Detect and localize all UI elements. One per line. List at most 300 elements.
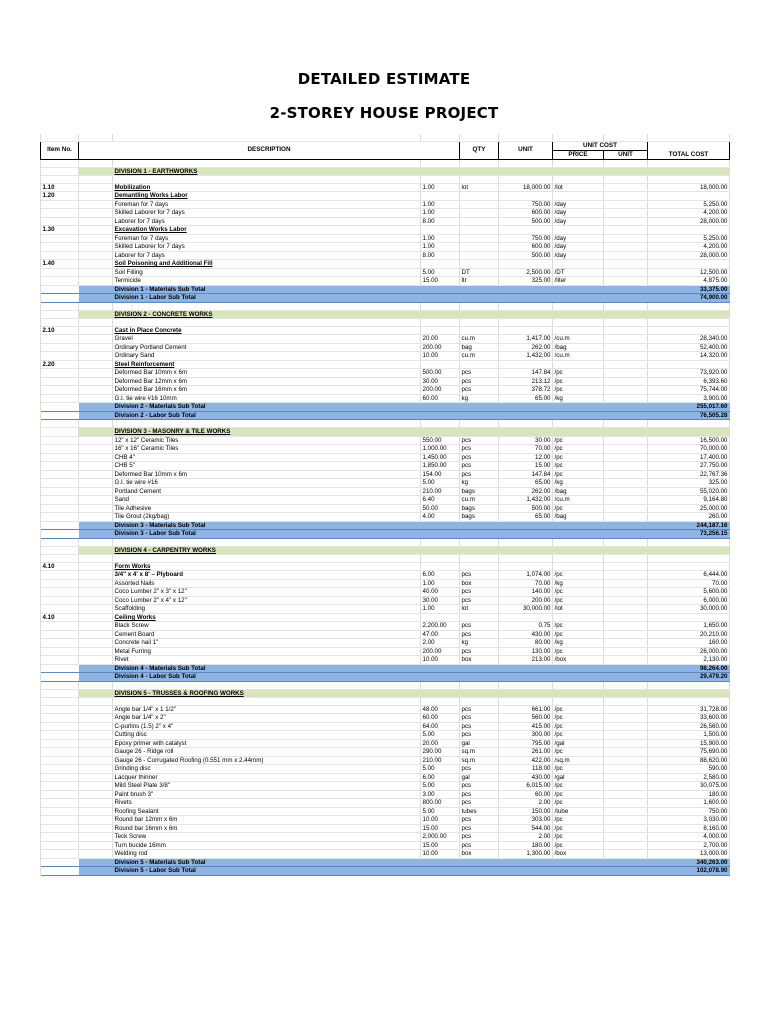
item-total: 22,767.36 [648, 470, 730, 479]
indent-cell [79, 183, 113, 192]
item-total: 1,650.00 [648, 622, 730, 631]
item-qty: 20.00 [421, 739, 460, 748]
subtotal-cell [79, 403, 113, 412]
item-unit: pcs [460, 765, 499, 774]
spacer-cell [604, 850, 648, 859]
subtotal-amount: 29,479.20 [648, 673, 730, 682]
indent-cell [79, 833, 113, 842]
item-qty [421, 326, 460, 335]
item-total: 3,030.00 [648, 816, 730, 825]
item-description: 16" x 16" Ceramic Tiles [113, 445, 421, 454]
spacer-cell [604, 765, 648, 774]
item-price: 422.00 [499, 756, 553, 765]
subtotal-row [41, 664, 730, 673]
item-description: Tile Grout (2kg/bag) [113, 513, 421, 522]
item-no [41, 462, 79, 471]
line-item-row [41, 756, 730, 765]
item-description: Gauge 26 - Ridge roll [113, 748, 421, 757]
item-no [41, 513, 79, 522]
item-description: C-purlins (1.5) 2" x 4" [113, 722, 421, 731]
item-description: Foreman for 7 days [113, 200, 421, 209]
indent-cell [79, 377, 113, 386]
item-total: 4,875.00 [648, 277, 730, 286]
item-description: Metal Furring [113, 647, 421, 656]
empty-cell [41, 420, 79, 428]
subtotal-cell [604, 867, 648, 876]
line-item-row [41, 613, 730, 622]
indent-cell [79, 268, 113, 277]
subtotal-row [41, 285, 730, 294]
indent-cell [79, 562, 113, 571]
spacer-cell [604, 200, 648, 209]
item-total: 9,164.80 [648, 496, 730, 505]
empty-cell [113, 302, 421, 310]
item-no: 4.10 [41, 562, 79, 571]
item-total: 88,620.00 [648, 756, 730, 765]
item-unit: pcs [460, 377, 499, 386]
division-band [499, 167, 553, 176]
item-total: 20,210.00 [648, 630, 730, 639]
item-total [648, 562, 730, 571]
empty-cell [79, 555, 113, 563]
item-price-unit: /day [553, 234, 604, 243]
indent-cell [79, 479, 113, 488]
item-no-cell [41, 428, 79, 437]
item-qty: 154.00 [421, 470, 460, 479]
spacer-cell [604, 436, 648, 445]
item-no-cell [41, 673, 79, 682]
spacer-cell [604, 445, 648, 454]
item-price: 30,000.00 [499, 605, 553, 614]
subtotal-cell [79, 411, 113, 420]
division-band [421, 310, 460, 319]
subtotal-label: Division 1 - Materials Sub Total [113, 285, 421, 294]
item-price: 430.00 [499, 630, 553, 639]
item-total: 4,200.00 [648, 209, 730, 218]
item-price: 261.00 [499, 748, 553, 757]
item-qty: 210.00 [421, 487, 460, 496]
empty-cell [553, 159, 604, 167]
item-qty: 30.00 [421, 596, 460, 605]
spacer-cell [604, 479, 648, 488]
division-band [460, 167, 499, 176]
division-band [553, 428, 604, 437]
item-unit: bags [460, 513, 499, 522]
spacer-cell [604, 605, 648, 614]
division-band [421, 167, 460, 176]
item-description: Skilled Laborer for 7 days [113, 243, 421, 252]
item-total: 55,020.00 [648, 487, 730, 496]
line-item-row [41, 639, 730, 648]
item-total: 31,728.00 [648, 705, 730, 714]
item-total: 28,000.00 [648, 251, 730, 260]
empty-cell [648, 555, 730, 563]
item-description: Soil Poisoning and Additional Fill [113, 260, 421, 269]
item-description: G.I. tie wire #16 10mm [113, 394, 421, 403]
item-price-unit: /pc [553, 799, 604, 808]
item-qty: 5.00 [421, 268, 460, 277]
line-item-row [41, 394, 730, 403]
empty-cell [648, 538, 730, 546]
item-no-cell [41, 664, 79, 673]
item-no [41, 656, 79, 665]
subtotal-cell [604, 673, 648, 682]
item-total: 6,444.00 [648, 571, 730, 580]
subtotal-row [41, 530, 730, 539]
empty-cell [460, 302, 499, 310]
item-price-unit: /gal [553, 739, 604, 748]
division-header-row [41, 546, 730, 555]
division-band [648, 310, 730, 319]
line-item-row [41, 705, 730, 714]
subtotal-row [41, 673, 730, 682]
subtotal-row [41, 858, 730, 867]
item-unit: pcs [460, 369, 499, 378]
subtotal-cell [499, 285, 553, 294]
item-price-unit: /pc [553, 714, 604, 723]
empty-cell [604, 319, 648, 327]
subtotal-cell [460, 294, 499, 303]
item-price: 795.00 [499, 739, 553, 748]
item-no [41, 705, 79, 714]
empty-cell [553, 681, 604, 689]
item-description: Tile Adhesive [113, 504, 421, 513]
item-price: 300.00 [499, 731, 553, 740]
item-qty: 48.00 [421, 705, 460, 714]
item-price-unit: /cu.m [553, 352, 604, 361]
indent-cell [79, 487, 113, 496]
subtotal-cell [604, 285, 648, 294]
empty-cell [79, 176, 113, 184]
subtotal-cell [79, 673, 113, 682]
indent-cell [79, 386, 113, 395]
item-total: 13,000.00 [648, 850, 730, 859]
item-unit: tubes [460, 807, 499, 816]
empty-cell [604, 420, 648, 428]
item-unit: sq.m [460, 756, 499, 765]
item-no [41, 217, 79, 226]
item-price: 378.72 [499, 386, 553, 395]
item-unit [460, 326, 499, 335]
indent-cell [79, 277, 113, 286]
item-description: Assorted Nails [113, 579, 421, 588]
item-unit: pcs [460, 790, 499, 799]
item-price-unit [553, 260, 604, 269]
line-item-row [41, 369, 730, 378]
item-unit: cu.m [460, 352, 499, 361]
item-no [41, 807, 79, 816]
subtotal-cell [460, 403, 499, 412]
item-unit: pcs [460, 571, 499, 580]
item-qty: 1.00 [421, 234, 460, 243]
spacer-cell [604, 739, 648, 748]
empty-cell [113, 420, 421, 428]
empty-cell [553, 538, 604, 546]
item-price: 303.00 [499, 816, 553, 825]
spacer-cell [604, 782, 648, 791]
spacer-cell [604, 562, 648, 571]
division-title: DIVISION 4 - CARPENTRY WORKS [113, 546, 421, 555]
empty-cell [41, 319, 79, 327]
subtotal-cell [79, 294, 113, 303]
item-price-unit: /bag [553, 343, 604, 352]
item-description: Turn bucide 16mm [113, 841, 421, 850]
item-description: Gauge 26 - Corrugated Roofing (0.551 mm x 2.44mm) [113, 756, 421, 765]
line-item-row [41, 183, 730, 192]
item-total: 73,920.00 [648, 369, 730, 378]
item-price-unit [553, 613, 604, 622]
item-qty: 5.00 [421, 765, 460, 774]
spacer-cell [604, 816, 648, 825]
line-item-row [41, 386, 730, 395]
item-no [41, 647, 79, 656]
line-item-row [41, 504, 730, 513]
item-no [41, 841, 79, 850]
estimate-sheet [40, 134, 730, 876]
empty-cell [499, 420, 553, 428]
spacer-row [41, 159, 730, 167]
item-price-unit: /kg [553, 479, 604, 488]
subtotal-amount: 33,375.00 [648, 285, 730, 294]
spacer-cell [604, 639, 648, 648]
item-qty: 2.00 [421, 639, 460, 648]
division-band [460, 428, 499, 437]
indent-cell [79, 513, 113, 522]
indent-cell [79, 234, 113, 243]
item-price-unit [553, 226, 604, 235]
empty-cell [79, 159, 113, 167]
line-item-row [41, 377, 730, 386]
line-item-row [41, 234, 730, 243]
subtotal-cell [499, 867, 553, 876]
subtotal-label: Division 3 - Labor Sub Total [113, 530, 421, 539]
division-band [421, 428, 460, 437]
item-price: 70.00 [499, 445, 553, 454]
subtotal-cell [421, 858, 460, 867]
subtotal-label: Division 5 - Materials Sub Total [113, 858, 421, 867]
division-band [460, 310, 499, 319]
subtotal-cell [460, 411, 499, 420]
indent-cell [79, 748, 113, 757]
item-unit [460, 192, 499, 201]
subtotal-cell [460, 858, 499, 867]
item-price-unit: /gal [553, 773, 604, 782]
item-no [41, 790, 79, 799]
item-total: 5,600.00 [648, 588, 730, 597]
item-no [41, 731, 79, 740]
item-no [41, 639, 79, 648]
item-qty: 200.00 [421, 343, 460, 352]
item-unit: pcs [460, 816, 499, 825]
item-price: 6,015.00 [499, 782, 553, 791]
item-total: 70.00 [648, 579, 730, 588]
subtotal-cell [460, 673, 499, 682]
subtotal-cell [553, 294, 604, 303]
division-band [553, 310, 604, 319]
spacer-row [41, 176, 730, 184]
indent-cell [79, 850, 113, 859]
item-no [41, 453, 79, 462]
item-price: 2.00 [499, 799, 553, 808]
item-qty: 1.00 [421, 200, 460, 209]
item-price: 2,500.00 [499, 268, 553, 277]
line-item-row [41, 596, 730, 605]
item-description: Gravel [113, 335, 421, 344]
subtotal-cell [421, 530, 460, 539]
item-description: Scaffolding [113, 605, 421, 614]
item-price-unit: /pc [553, 824, 604, 833]
empty-cell [460, 319, 499, 327]
item-description: Laborer for 7 days [113, 251, 421, 260]
empty-cell [553, 319, 604, 327]
empty-cell [499, 555, 553, 563]
item-price: 18,000.00 [499, 183, 553, 192]
item-price-unit [553, 326, 604, 335]
item-total: 590.00 [648, 765, 730, 774]
empty-cell [460, 698, 499, 706]
item-no-cell [41, 167, 79, 176]
empty-cell [421, 538, 460, 546]
division-band [553, 167, 604, 176]
subtotal-cell [79, 521, 113, 530]
subtotal-label: Division 2 - Materials Sub Total [113, 403, 421, 412]
item-description: Skilled Laborer for 7 days [113, 209, 421, 218]
item-qty [421, 562, 460, 571]
item-unit: cu.m [460, 335, 499, 344]
item-description: Concrete nail 1" [113, 639, 421, 648]
empty-cell [113, 319, 421, 327]
item-unit: kg [460, 479, 499, 488]
empty-cell [604, 159, 648, 167]
item-qty: 1.00 [421, 579, 460, 588]
item-price: 750.00 [499, 200, 553, 209]
item-description: Demantling Works Labor [113, 192, 421, 201]
item-no [41, 504, 79, 513]
empty-cell [499, 176, 553, 184]
item-unit: pcs [460, 705, 499, 714]
division-band [648, 689, 730, 698]
item-qty: 1,450.00 [421, 453, 460, 462]
item-qty: 15.00 [421, 277, 460, 286]
item-unit [460, 360, 499, 369]
division-band [499, 428, 553, 437]
subtotal-label: Division 4 - Labor Sub Total [113, 673, 421, 682]
item-no [41, 714, 79, 723]
line-item-row [41, 773, 730, 782]
line-item-row [41, 841, 730, 850]
indent-cell [79, 731, 113, 740]
item-price: 1,074.00 [499, 571, 553, 580]
item-price: 60.00 [499, 790, 553, 799]
item-total: 2,700.00 [648, 841, 730, 850]
item-no [41, 386, 79, 395]
item-unit: bags [460, 487, 499, 496]
subtotal-label: Division 3 - Materials Sub Total [113, 521, 421, 530]
header-unit: UNIT [499, 141, 553, 159]
subtotal-cell [604, 530, 648, 539]
subtotal-label: Division 1 - Labor Sub Total [113, 294, 421, 303]
spacer-cell [604, 226, 648, 235]
division-band [604, 689, 648, 698]
item-qty: 6.40 [421, 496, 460, 505]
item-qty: 30.00 [421, 377, 460, 386]
division-band [499, 546, 553, 555]
empty-cell [648, 681, 730, 689]
spacer-cell [604, 369, 648, 378]
item-total: 52,400.00 [648, 343, 730, 352]
item-price-unit: /pc [553, 436, 604, 445]
item-qty: 1,850.00 [421, 462, 460, 471]
item-total: 750.00 [648, 807, 730, 816]
item-unit [460, 260, 499, 269]
item-price-unit: /box [553, 850, 604, 859]
item-unit [460, 226, 499, 235]
line-item-row [41, 217, 730, 226]
item-qty: 6.00 [421, 773, 460, 782]
empty-cell [421, 176, 460, 184]
empty-cell [79, 319, 113, 327]
empty-cell [604, 176, 648, 184]
item-unit: pcs [460, 833, 499, 842]
subtotal-cell [604, 411, 648, 420]
item-unit [460, 209, 499, 218]
item-no [41, 234, 79, 243]
item-description: CHB 4" [113, 453, 421, 462]
item-qty: 20.00 [421, 335, 460, 344]
item-price-unit: /liter [553, 277, 604, 286]
item-no [41, 630, 79, 639]
item-description: Paint brush 3" [113, 790, 421, 799]
indent-cell [79, 243, 113, 252]
line-item-row [41, 470, 730, 479]
spacer-cell [604, 841, 648, 850]
item-description: Ordinary Portland Cement [113, 343, 421, 352]
item-price-unit: /pc [553, 504, 604, 513]
subtotal-cell [553, 285, 604, 294]
item-price: 1,300.00 [499, 850, 553, 859]
item-price: 65.00 [499, 394, 553, 403]
line-item-row [41, 243, 730, 252]
spacer-cell [604, 394, 648, 403]
item-no [41, 588, 79, 597]
indent-cell [79, 656, 113, 665]
item-price [499, 562, 553, 571]
item-price-unit: /pc [553, 369, 604, 378]
item-unit: pcs [460, 731, 499, 740]
item-description: G.I. tie wire #16 [113, 479, 421, 488]
item-description: Cast in Place Concrete [113, 326, 421, 335]
item-no [41, 739, 79, 748]
item-no [41, 622, 79, 631]
spacer-cell [604, 807, 648, 816]
item-no [41, 799, 79, 808]
division-band [499, 689, 553, 698]
item-price-unit: /day [553, 209, 604, 218]
line-item-row [41, 790, 730, 799]
item-total [648, 192, 730, 201]
spacer-cell [604, 824, 648, 833]
item-price: 147.84 [499, 369, 553, 378]
subtotal-amount: 244,187.16 [648, 521, 730, 530]
division-band [604, 428, 648, 437]
subtotal-label: Division 5 - Labor Sub Total [113, 867, 421, 876]
indent-cell [79, 209, 113, 218]
item-unit: pcs [460, 462, 499, 471]
item-price-unit: /tube [553, 807, 604, 816]
item-unit: gal [460, 773, 499, 782]
item-total: 6,393.60 [648, 377, 730, 386]
item-description: CHB 5" [113, 462, 421, 471]
